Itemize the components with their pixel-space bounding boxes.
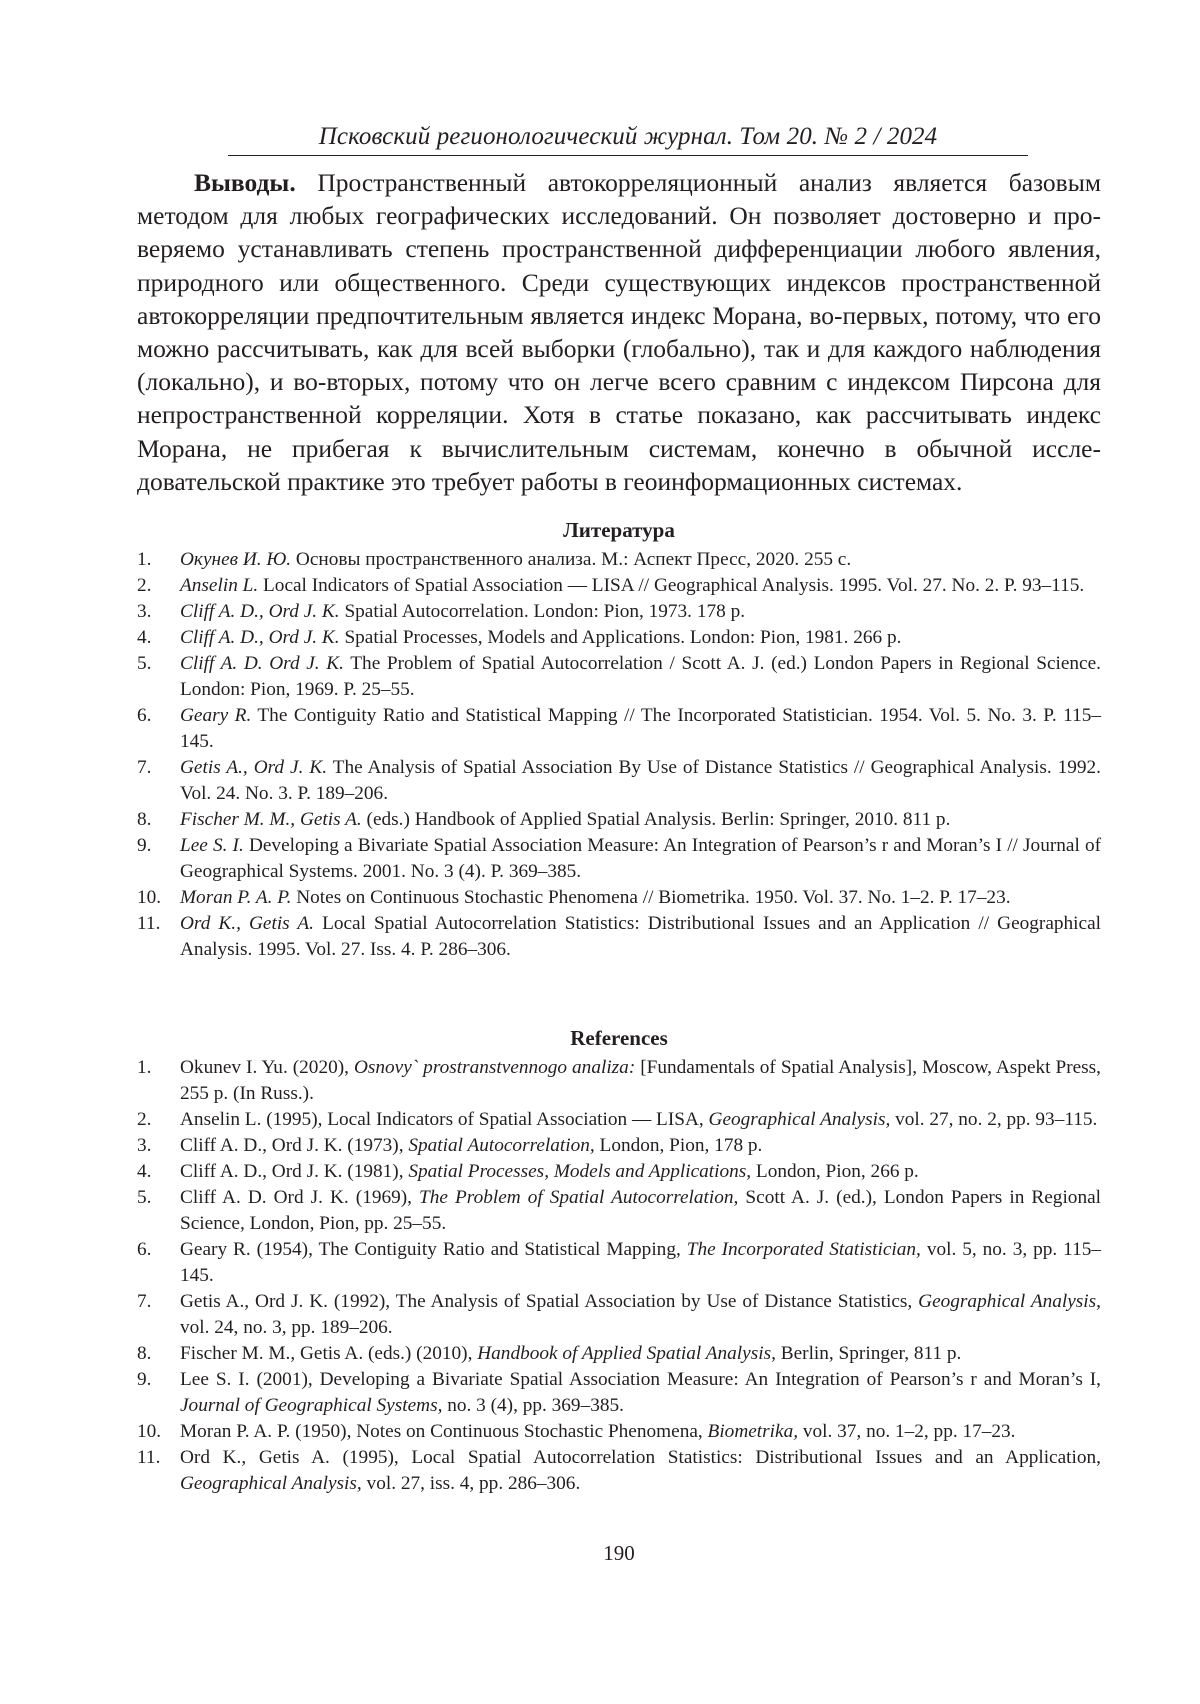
reference-item-body	[180, 1055, 1101, 1107]
reference-item-number: 7.	[137, 1291, 152, 1312]
literature-item-authors: Cliff A. D., Ord J. K.	[180, 601, 340, 622]
reference-item-lead: Ord K., Getis A. (1995), Local Spatial Autocorrelation Statistics: Distributional Issues and an Application,	[180, 1447, 1101, 1468]
literature-item-body	[180, 885, 1101, 911]
reference-item	[137, 1107, 1101, 1133]
literature-item-number: 11.	[137, 913, 161, 934]
reference-item	[137, 1237, 1101, 1289]
literature-item-authors: Окунев И. Ю.	[180, 549, 292, 570]
reference-item-body	[180, 1341, 1101, 1367]
reference-item-lead: Lee S. I. (2001), Developing a Bivariate Spatial Association Measure: An Integration of Pearson’s r and Moran’s I,	[180, 1369, 1101, 1390]
reference-item-title: Spatial Autocorrelation,	[408, 1135, 595, 1156]
reference-item	[137, 1419, 1101, 1445]
reference-item-tail: vol. 27, no. 2, pp. 93–115.	[890, 1109, 1098, 1130]
reference-item-body	[180, 1133, 1101, 1159]
literature-item-authors: Ord K., Getis A.	[180, 913, 315, 934]
literature-item-number: 10.	[137, 887, 162, 908]
reference-item-tail: Scott A. J. (ed.), London Papers in Regional Science, London, Pion, pp. 25–55.	[180, 1187, 1101, 1234]
literature-item-number: 3.	[137, 601, 152, 622]
literature-item-details: The Contiguity Ratio and Statistical Mapping // The Incorporated Statistician. 1954. Vol. 5. No. 3. P. 115–145.	[180, 705, 1101, 752]
literature-item	[137, 807, 1101, 833]
literature-item-number: 6.	[137, 705, 152, 726]
reference-item-number: 8.	[137, 1343, 152, 1364]
literature-item-body	[180, 651, 1101, 703]
references-heading: References	[570, 1026, 668, 1050]
reference-item-body	[180, 1445, 1101, 1497]
reference-item-number: 1.	[137, 1057, 152, 1078]
conclusions-paragraph	[137, 166, 1101, 498]
conclusions-label: Выводы.	[194, 168, 296, 197]
reference-item-body	[180, 1185, 1101, 1237]
reference-item-lead: Fischer M. M., Getis A. (eds.) (2010),	[180, 1343, 478, 1364]
literature-item-body	[180, 911, 1101, 963]
literature-item-details: Spatial Processes, Models and Applications. London: Pion, 1981. 266 p.	[339, 627, 902, 648]
reference-item-tail: London, Pion, 266 p.	[751, 1161, 919, 1182]
literature-item-number: 7.	[137, 757, 152, 778]
literature-item-body	[180, 755, 1101, 807]
literature-item	[137, 573, 1101, 599]
reference-item-body	[180, 1237, 1101, 1289]
literature-item-authors: Moran P. A. P.	[180, 887, 292, 908]
reference-item	[137, 1055, 1101, 1107]
references-list	[137, 1055, 1101, 1497]
reference-item-number: 10.	[137, 1421, 162, 1442]
reference-item-tail: vol. 37, no. 1–2, pp. 17–23.	[798, 1421, 1016, 1442]
literature-item-details: Notes on Continuous Stochastic Phenomena // Biometrika. 1950. Vol. 37. No. 1–2. P. 17–23.	[291, 887, 1011, 908]
reference-item-lead: Anselin L. (1995), Local Indicators of Spatial Association — LISA,	[180, 1109, 709, 1130]
header-rule	[228, 155, 1028, 156]
literature-item	[137, 833, 1101, 885]
reference-item-number: 11.	[137, 1447, 161, 1468]
page-number: 190	[603, 1541, 635, 1565]
reference-item	[137, 1367, 1101, 1419]
literature-item-details: The Analysis of Spatial Association By Use of Distance Statistics // Geographical Analysis. 1992. Vol. 24. No. 3. P. 189–206.	[180, 757, 1101, 804]
literature-item-body	[180, 625, 1101, 651]
reference-item-number: 6.	[137, 1239, 152, 1260]
literature-item-details: Local Indicators of Spatial Association — LISA // Geographical Analysis. 1995. Vol. 27. No. 2. P. 93–115.	[258, 575, 1085, 596]
reference-item-title: Geographical Analysis,	[180, 1473, 362, 1494]
literature-item-authors: Geary R.	[180, 705, 252, 726]
literature-item-authors: Anselin L.	[180, 575, 259, 596]
literature-item	[137, 885, 1101, 911]
literature-item	[137, 703, 1101, 755]
reference-item-title: Biometrika,	[707, 1421, 799, 1442]
reference-item-lead: Moran P. A. P. (1950), Notes on Continuous Stochastic Phenomena,	[180, 1421, 708, 1442]
literature-item-number: 8.	[137, 809, 152, 830]
literature-item-details: Developing a Bivariate Spatial Association Measure: An Integration of Pearson’s r and Moran’s I // Journal of Geographical Systems. 2001. No. 3 (4). P. 369–385.	[180, 835, 1102, 882]
literature-item-details: The Problem of Spatial Autocorrelation / Scott A. J. (ed.) London Papers in Regional Science. London: Pion, 1969. P. 25–55.	[180, 653, 1101, 700]
literature-item-number: 9.	[137, 835, 152, 856]
literature-item-body	[180, 573, 1101, 599]
literature-item-body	[180, 807, 1101, 833]
reference-item-title: Osnovy` prostranstvennogo analiza:	[353, 1057, 636, 1078]
reference-item-title: The Incorporated Statistician,	[686, 1239, 921, 1260]
literature-item-number: 4.	[137, 627, 152, 648]
reference-item-number: 3.	[137, 1135, 152, 1156]
reference-item-lead: Okunev I. Yu. (2020),	[180, 1057, 354, 1078]
reference-item-lead: Geary R. (1954), The Contiguity Ratio and Statistical Mapping,	[180, 1239, 687, 1260]
reference-item	[137, 1289, 1101, 1341]
reference-item	[137, 1185, 1101, 1237]
reference-item-number: 5.	[137, 1187, 152, 1208]
reference-item-body	[180, 1289, 1101, 1341]
reference-item-title: Geographical Analysis,	[708, 1109, 891, 1130]
literature-item-authors: Fischer M. M., Getis A.	[180, 809, 362, 830]
reference-item-tail: no. 3 (4), pp. 369–385.	[442, 1395, 624, 1416]
literature-item-body	[180, 703, 1101, 755]
literature-item-authors: Lee S. I.	[180, 835, 244, 856]
reference-item-title: Geographical Analysis,	[918, 1291, 1101, 1312]
reference-item-lead: Getis A., Ord J. K. (1992), The Analysis of Spatial Association by Use of Distance Statistics,	[180, 1291, 919, 1312]
reference-item-title: The Problem of Spatial Autocorrelation,	[419, 1187, 739, 1208]
reference-item-number: 9.	[137, 1369, 152, 1390]
reference-item-title: Spatial Processes, Models and Applications,	[408, 1161, 752, 1182]
reference-item-title: Handbook of Applied Spatial Analysis,	[477, 1343, 776, 1364]
reference-item-body	[180, 1159, 1101, 1185]
reference-item-title: Journal of Geographical Systems,	[180, 1395, 443, 1416]
literature-list	[137, 547, 1101, 963]
literature-item-body	[180, 599, 1101, 625]
reference-item-body	[180, 1367, 1101, 1419]
reference-item-tail: vol. 24, no. 3, pp. 189–206.	[180, 1317, 393, 1338]
reference-item	[137, 1159, 1101, 1185]
literature-item-body	[180, 547, 1101, 573]
literature-item	[137, 911, 1101, 963]
reference-item-tail: [Fundamentals of Spatial Analysis], Moscow, Aspekt Press, 255 p. (In Russ.).	[180, 1057, 1102, 1104]
literature-item-number: 2.	[137, 575, 152, 596]
literature-item-number: 5.	[137, 653, 152, 674]
reference-item-tail: vol. 27, iss. 4, pp. 286–306.	[361, 1473, 581, 1494]
literature-item-authors: Getis A., Ord J. K.	[180, 757, 328, 778]
literature-item-number: 1.	[137, 549, 152, 570]
literature-item-authors: Cliff A. D. Ord J. K.	[180, 653, 344, 674]
reference-item-lead: Cliff A. D., Ord J. K. (1973),	[180, 1135, 409, 1156]
reference-item-tail: Berlin, Springer, 811 p.	[775, 1343, 962, 1364]
reference-item	[137, 1445, 1101, 1497]
literature-item	[137, 547, 1101, 573]
literature-item	[137, 651, 1101, 703]
literature-item	[137, 625, 1101, 651]
literature-item-details: Основы пространственного анализа. М.: Аспект Пресс, 2020. 255 с.	[291, 549, 852, 570]
literature-item-details: Spatial Autocorrelation. London: Pion, 1973. 178 p.	[339, 601, 746, 622]
reference-item-tail: vol. 5, no. 3, pp. 115–145.	[180, 1239, 1101, 1286]
conclusions-text: Пространственный автокорреляционный анализ является базовым методом для любых географических исследований. Он позволяет достоверно и проверяемо устанавливать степень пространственной дифференциации любого явления, природного или общественного. Среди существующих индексов пространственной автокорреляции предпочтительным является индекс Морана, во-первых, потому, что его можно рассчитывать, как для всей выборки (глобально), так и для каждого наблюдения (локально), и во-вторых, потому что он легче всего сравним с индексом Пирсона для непространственной корреляции. Хотя в статье показано, как рассчитывать индекс Морана, не прибегая к вычислительным системам, конечно в обычной исследовательской практике это требует работы в геоинформационных системах.	[137, 168, 1101, 496]
reference-item-number: 4.	[137, 1161, 152, 1182]
literature-heading: Литература	[563, 518, 675, 542]
literature-item-details: Local Spatial Autocorrelation Statistics: Distributional Issues and an Application // Geographical Analysis. 1995. Vol. 27. Iss. 4. P. 286–306.	[180, 913, 1101, 960]
literature-item	[137, 599, 1101, 625]
reference-item-lead: Cliff A. D. Ord J. K. (1969),	[180, 1187, 420, 1208]
reference-item-body	[180, 1107, 1101, 1133]
literature-item-details: (eds.) Handbook of Applied Spatial Analysis. Berlin: Springer, 2010. 811 p.	[361, 809, 951, 830]
reference-item-lead: Cliff A. D., Ord J. K. (1981),	[180, 1161, 409, 1182]
literature-item-body	[180, 833, 1101, 885]
reference-item-tail: London, Pion, 178 p.	[594, 1135, 763, 1156]
reference-item	[137, 1341, 1101, 1367]
reference-item	[137, 1133, 1101, 1159]
reference-item-body	[180, 1419, 1101, 1445]
running-header: Псковский регионологический журнал. Том 20. № 2 / 2024	[318, 123, 938, 150]
literature-item	[137, 755, 1101, 807]
reference-item-number: 2.	[137, 1109, 152, 1130]
literature-item-authors: Cliff A. D., Ord J. K.	[180, 627, 340, 648]
